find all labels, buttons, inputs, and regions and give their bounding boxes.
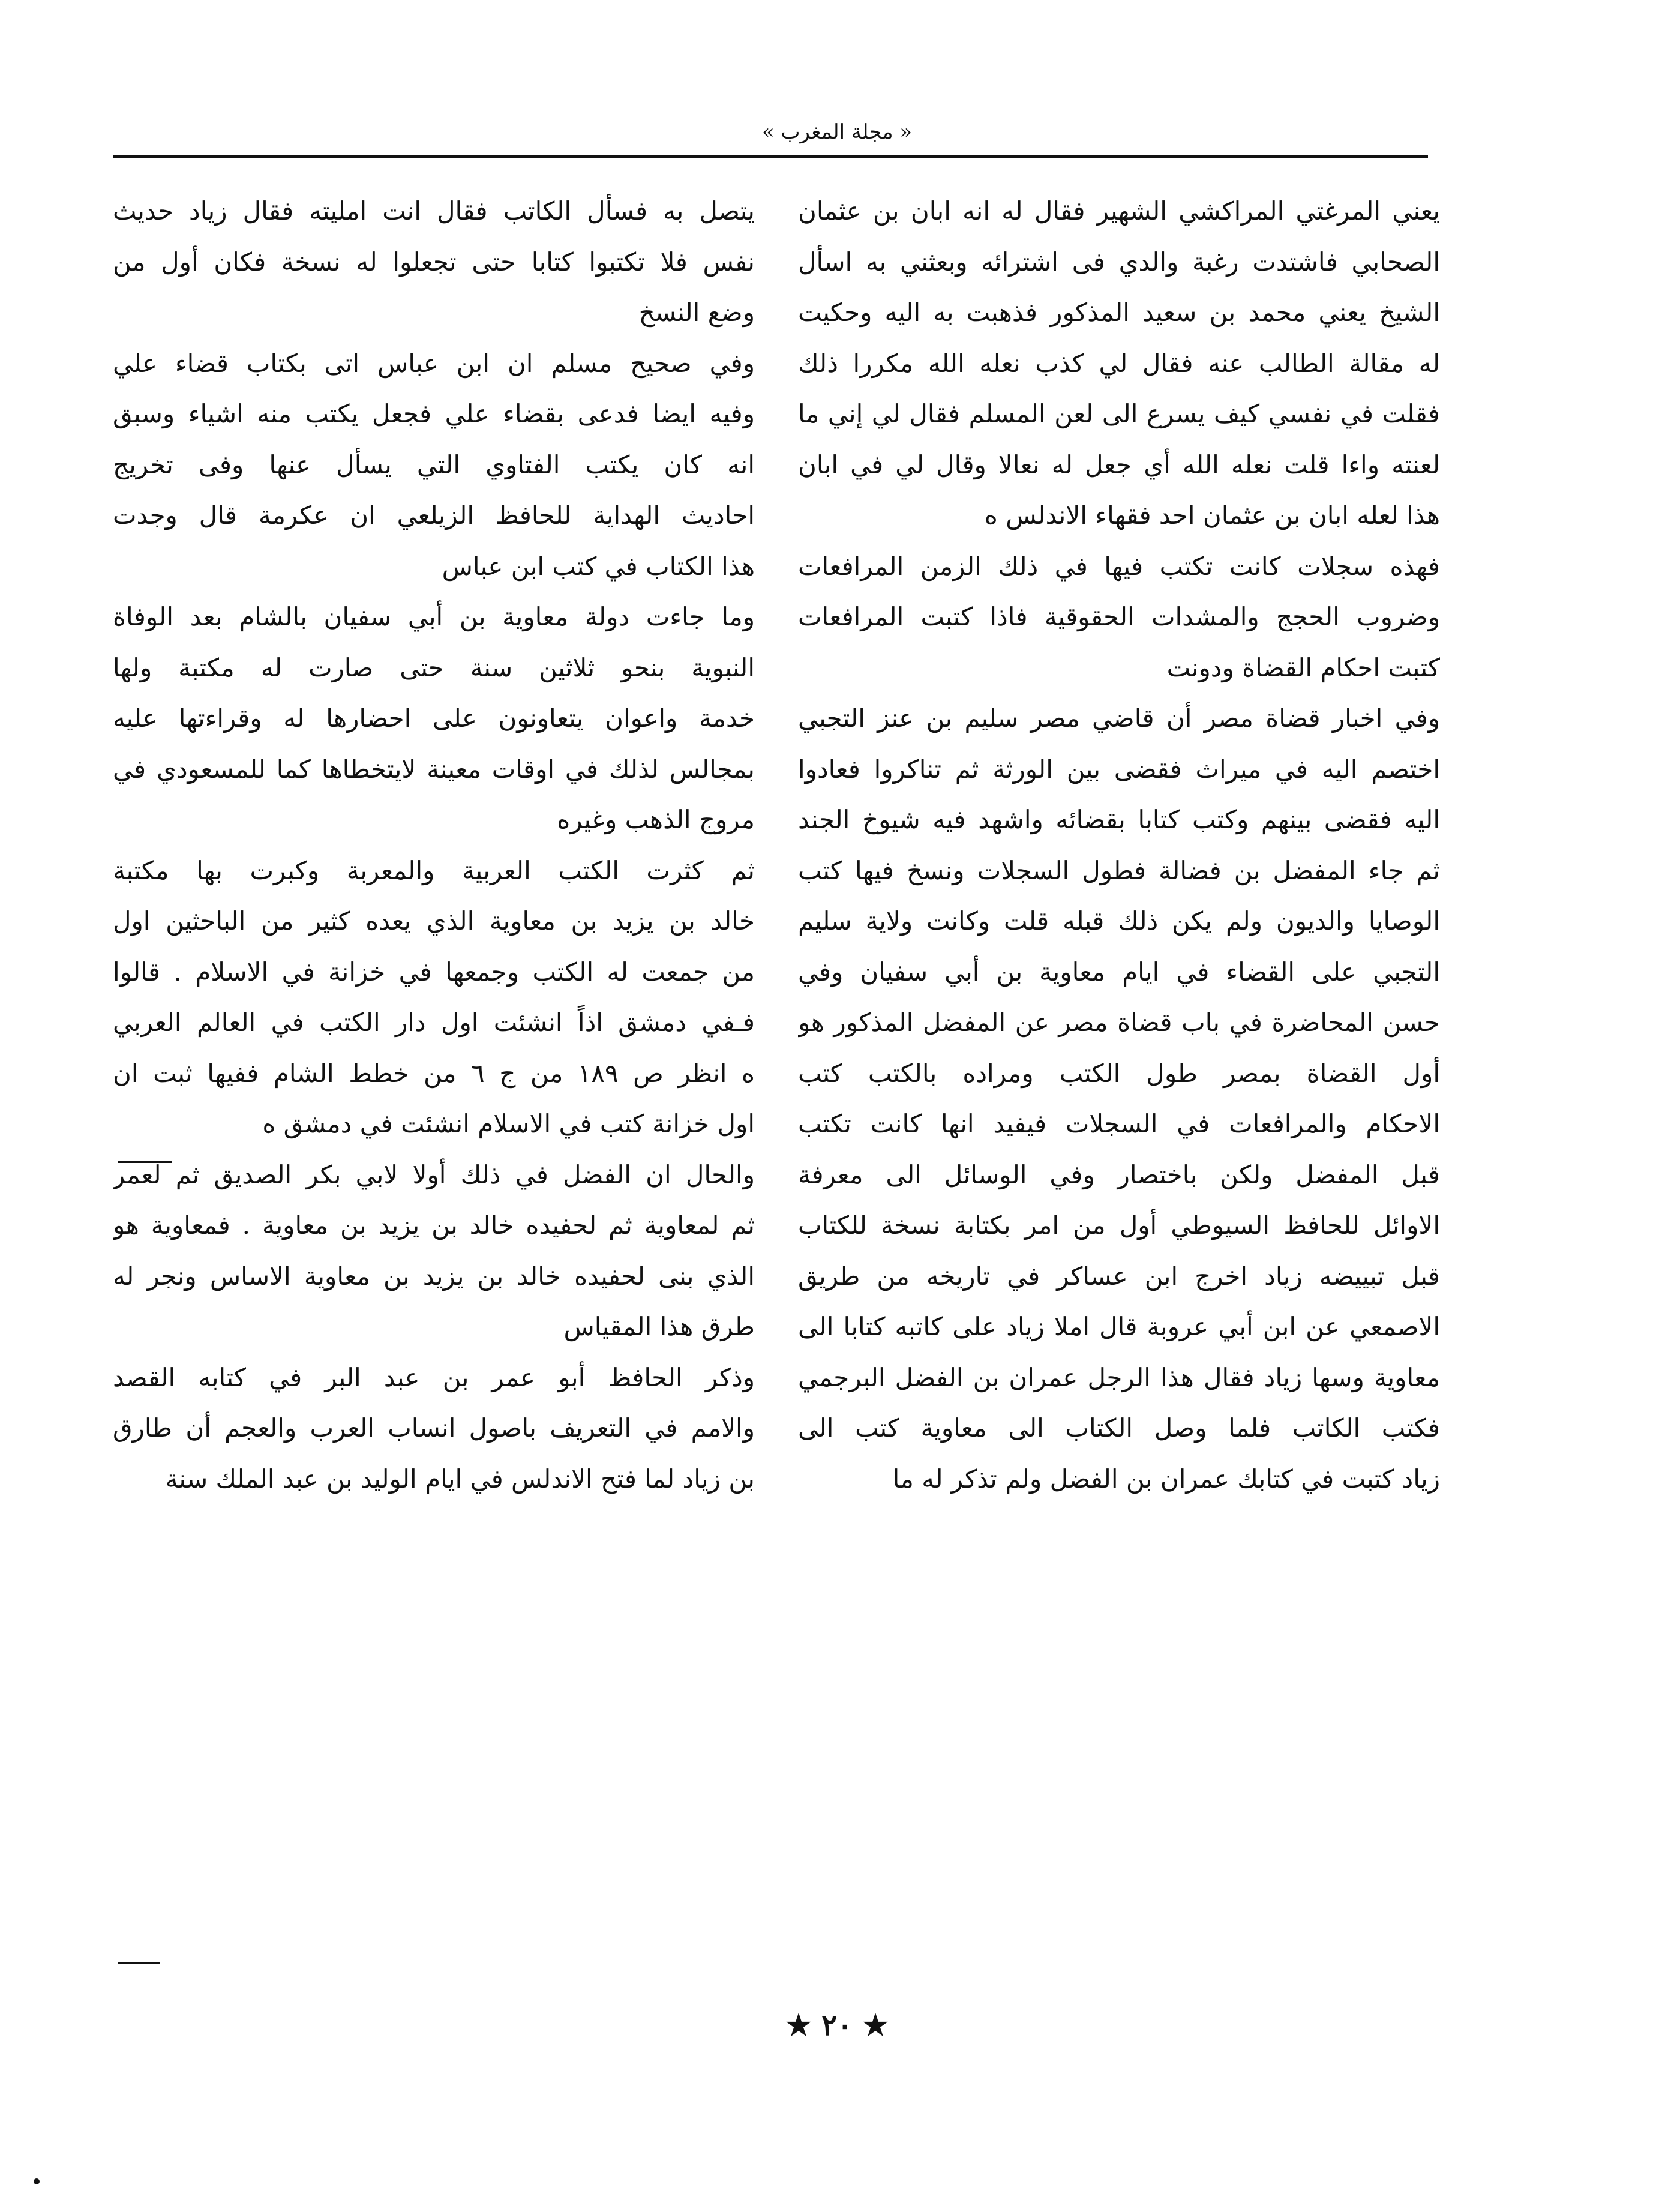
right-column-line: أول القضاة بمصر طول الكتب ومراده بالكتب كتب bbox=[798, 1058, 1440, 1088]
right-column-line: قبل المفضل ولكن باختصار وفي الوسائل الى معرفة bbox=[798, 1159, 1440, 1189]
right-column-line: التجبي على القضاء في ايام معاوية بن أبي سفيان وفي bbox=[798, 957, 1440, 987]
right-column-line: وفي اخبار قضاة مصر أن قاضي مصر سليم بن عنز التجبي bbox=[798, 703, 1440, 733]
left-column-line: مروج الذهب وغيره bbox=[557, 805, 755, 834]
right-column-line: اختصم اليه في ميراث فقضى بين الورثة ثم تناكروا فعادوا bbox=[798, 754, 1440, 784]
right-column-line: اليه فقضى بينهم وكتب كتابا بقضائه واشهد فيه شيوخ الجند bbox=[798, 805, 1440, 834]
left-column-line: وذكر الحافظ أبو عمر بن عبد البر في كتابه القصد bbox=[113, 1362, 755, 1392]
left-column-line: خالد بن يزيد بن معاوية الذي يعده كثير من الباحثين اول bbox=[113, 906, 755, 936]
right-column-line: يعني المرغتي المراكشي الشهير فقال له انه ابان بن عثمان bbox=[798, 196, 1440, 226]
right-column-line: الصحابي فاشتدت رغبة والدي فى اشترائه وبعثني به اسأل bbox=[798, 247, 1440, 277]
left-text-column bbox=[113, 186, 755, 1986]
left-column-line: احاديث الهداية للحافظ الزيلعي ان عكرمة قال وجدت bbox=[113, 500, 755, 530]
left-column-line: والحال ان الفضل في ذلك أولا لابي بكر الصديق ثم لعمر bbox=[113, 1159, 755, 1189]
underline-mark bbox=[118, 1962, 160, 1964]
left-column-line: وضع النسخ bbox=[638, 298, 755, 327]
left-column-line: انه كان يكتب الفتاوي التي يسأل عنها وفى تخريج bbox=[113, 449, 755, 479]
left-column-line: وما جاءت دولة معاوية بن أبي سفيان بالشام بعد الوفاة bbox=[113, 602, 755, 631]
right-column-line: فهذه سجلات كانت تكتب فيها في ذلك الزمن المرافعات bbox=[798, 551, 1440, 581]
right-column-line: معاوية وسها زياد فقال هذا الرجل عمران بن الفضل البرجمي bbox=[798, 1362, 1440, 1392]
right-column-line: الشيخ يعني محمد بن سعيد المذكور فذهبت به اليه وحكيت bbox=[798, 298, 1440, 327]
journal-header-title: « مجلة المغرب » bbox=[761, 120, 913, 144]
right-column-line: قبل تبييضه زياد اخرج ابن عساكر في تاريخه من طريق bbox=[798, 1261, 1440, 1291]
left-column-line: الذي بنى لحفيده خالد بن يزيد بن معاوية الاساس ونجر له bbox=[113, 1261, 755, 1291]
left-column-line: ثم لمعاوية ثم لحفيده خالد بن يزيد بن معاوية . فمعاوية هو bbox=[113, 1210, 755, 1240]
left-column-line: ثم كثرت الكتب العربية والمعربة وكبرت بها مكتبة bbox=[113, 855, 755, 885]
left-column-line: طرق هذا المقياس bbox=[563, 1312, 755, 1341]
left-column-line: والامم في التعريف باصول انساب العرب والعجم أن طارق bbox=[113, 1413, 755, 1443]
right-column-line: كتبت احكام القضاة ودونت bbox=[1166, 652, 1440, 682]
left-column-line: يتصل به فسأل الكاتب فقال انت امليته فقال زياد حديث bbox=[113, 196, 755, 226]
right-column-line: لعنته واءا قلت نعله الله أي جعل له نعالا وقال لي في ابان bbox=[798, 449, 1440, 479]
right-column-line: فقلت في نفسي كيف يسرع الى لعن المسلم فقال لي إني ما bbox=[798, 399, 1440, 428]
margin-dot bbox=[34, 2178, 40, 2184]
left-column-line: وفي صحيح مسلم ان ابن عباس اتى بكتاب قضاء علي bbox=[113, 348, 755, 378]
left-column-line: بمجالس لذلك في اوقات معينة لايتخطاها كما للمسعودي في bbox=[113, 754, 755, 784]
left-column-line: اول خزانة كتب في الاسلام انشئت في دمشق ه bbox=[262, 1109, 755, 1138]
right-column-line: له مقالة الطالب عنه فقال لي كذب نعله الله مكررا ذلك bbox=[798, 348, 1440, 378]
left-column-line: ه انظر ص ١٨٩ من ج ٦ من خطط الشام ففيها ثبت ان bbox=[113, 1058, 755, 1088]
right-column-line: ثم جاء المفضل بن فضالة فطول السجلات ونسخ فيها كتب bbox=[798, 855, 1440, 885]
right-column-line: زياد كتبت في كتابك عمران بن الفضل ولم تذكر له ما bbox=[892, 1464, 1440, 1494]
left-column-line: النبوية بنحو ثلاثين سنة حتى صارت له مكتبة ولها bbox=[113, 652, 755, 682]
underline-mark bbox=[118, 1161, 172, 1163]
right-column-line: هذا لعله ابان بن عثمان احد فقهاء الاندلس ه bbox=[984, 500, 1440, 530]
right-column-line: وضروب الحجج والمشدات الحقوقية فاذا كتبت المرافعات bbox=[798, 602, 1440, 631]
left-column-line: فـفي دمشق اذاً انشئت اول دار الكتب في العالم العربي bbox=[113, 1008, 755, 1037]
left-column-line: بن زياد لما فتح الاندلس في ايام الوليد بن عبد الملك سنة bbox=[165, 1464, 755, 1494]
left-column-line: هذا الكتاب في كتب ابن عباس bbox=[442, 551, 755, 581]
right-column-line: الوصايا والديون ولم يكن ذلك قبله قلت وكانت ولاية سليم bbox=[798, 906, 1440, 936]
right-column-line: فكتب الكاتب فلما وصل الكتاب الى معاوية كتب الى bbox=[798, 1413, 1440, 1443]
left-column-line: من جمعت له الكتب وجمعها في خزانة في الاسلام . قالوا bbox=[113, 957, 755, 987]
right-column-line: حسن المحاضرة في باب قضاة مصر عن المفضل المذكور هو bbox=[798, 1008, 1440, 1037]
left-column-line: وفيه ايضا فدعى بقضاء علي فجعل يكتب منه اشياء وسبق bbox=[113, 399, 755, 428]
right-column-line: الاحكام والمرافعات في السجلات فيفيد انها كانت تكتب bbox=[798, 1109, 1440, 1138]
left-column-line: خدمة واعوان يتعاونون على احضارها له وقراءتها عليه bbox=[113, 703, 755, 733]
left-column-line: نفس فلا تكتبوا كتابا حتى تجعلوا له نسخة فكان أول من bbox=[113, 247, 755, 277]
right-text-column bbox=[798, 186, 1440, 1986]
right-column-line: الاوائل للحافظ السيوطي أول من امر بكتابة نسخة للكتاب bbox=[798, 1210, 1440, 1240]
header-rule bbox=[113, 155, 1428, 158]
right-column-line: الاصمعي عن ابن أبي عروبة قال املا زياد على كاتبه كتابا الى bbox=[798, 1312, 1440, 1341]
page-number: ★ ٢٠ ★ bbox=[785, 2009, 889, 2042]
